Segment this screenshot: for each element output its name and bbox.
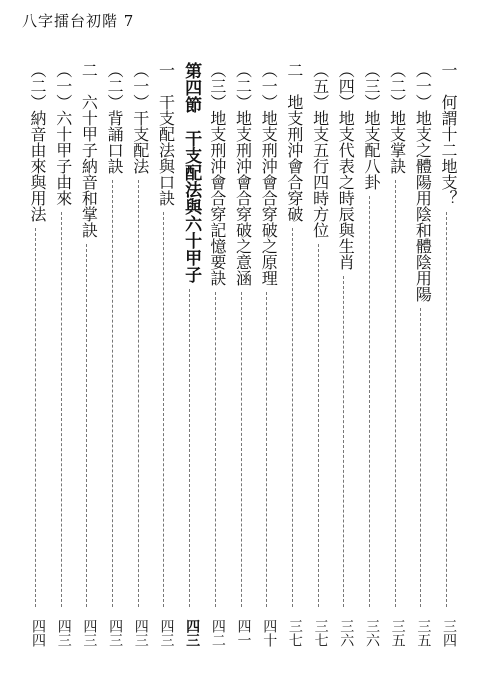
toc-entry[interactable]: [129, 62, 148, 647]
toc-entry-title: （二）納音由來與用法: [28, 62, 47, 222]
toc-entry-title: （一）六十甲子由來: [53, 62, 73, 206]
toc-entry[interactable]: [437, 62, 456, 647]
dotted-leader: [241, 292, 242, 607]
dotted-leader: [292, 228, 293, 607]
toc-entry[interactable]: [360, 62, 379, 647]
toc-entry[interactable]: [232, 62, 251, 647]
toc-entry-title: （一）地支之體陽用陰和體陰用陽: [413, 62, 433, 302]
toc-page-number: 三七: [312, 619, 329, 647]
toc-page-number: 三六: [338, 619, 355, 647]
toc-page-number: 三六: [363, 619, 380, 647]
dotted-leader: [86, 244, 87, 607]
page-header: 八字擂台初階 7: [22, 12, 135, 30]
dotted-leader: [138, 180, 139, 607]
dotted-leader: [266, 292, 267, 607]
toc-columns: [26, 62, 456, 647]
dotted-leader: [420, 308, 421, 607]
toc-page-number: 三五: [415, 619, 432, 647]
toc-page-number: 三七: [286, 619, 303, 647]
dotted-leader: [61, 212, 62, 607]
toc-entry-title: 第四節 干支配法與六十甲子: [181, 62, 202, 283]
toc-page-number: 三五: [389, 619, 406, 647]
toc-entry[interactable]: [154, 62, 176, 647]
toc-entry-title: （三）地支刑沖會合穿記憶要訣: [207, 62, 227, 286]
toc-page-number: 四三: [158, 619, 175, 647]
toc-page-number: 四三: [81, 619, 98, 647]
toc-entry-title: （二）地支刑沖會合穿破之意涵: [233, 62, 253, 286]
toc-page-number: 四三: [55, 619, 72, 647]
toc-page-number: 三四: [441, 619, 457, 647]
toc-page-number: 四一: [235, 619, 252, 647]
dotted-leader: [395, 180, 396, 607]
toc-entry-title: 二 地支刑沖會合穿破: [284, 62, 304, 222]
toc-entry-title: （四）地支代表之時辰與生肖: [336, 62, 356, 270]
toc-entry[interactable]: [26, 62, 45, 647]
toc-entry-title: 一 干支配法與口訣: [156, 62, 176, 206]
toc-entry-title: 二 六十甲子納音和掌訣: [79, 62, 99, 238]
toc-page-number: 四三: [132, 619, 149, 647]
dotted-leader: [189, 289, 190, 607]
dotted-leader: [369, 196, 370, 607]
toc-entry-title: 一 何謂十二地支？: [439, 62, 458, 206]
toc-entry[interactable]: [283, 62, 302, 647]
toc-entry[interactable]: [103, 62, 125, 647]
toc-page-number: 四四: [30, 619, 46, 647]
toc-entry[interactable]: [77, 62, 99, 647]
toc-entry[interactable]: [411, 62, 433, 647]
dotted-leader: [446, 212, 447, 607]
toc-page-number: 四二: [209, 619, 226, 647]
toc-page-number: 四十: [261, 619, 278, 647]
toc-entry-title: （二）地支掌訣: [387, 62, 407, 174]
toc-page-number: 四三: [184, 619, 201, 647]
toc-entry-title: （一）地支刑沖會合穿破之原理: [259, 62, 279, 286]
dotted-leader: [163, 212, 164, 607]
toc-entry-title: （五）地支五行四時方位: [310, 62, 330, 238]
toc-page-number: 四三: [107, 619, 124, 647]
toc-entry[interactable]: [386, 62, 405, 647]
dotted-leader: [343, 276, 344, 607]
toc-entry-title: （一）干支配法: [130, 62, 150, 174]
dotted-leader: [35, 228, 36, 607]
dotted-leader: [112, 180, 113, 607]
toc-entry[interactable]: [334, 62, 356, 647]
toc-entry[interactable]: [309, 62, 328, 647]
toc-entry-title: （三）地支配八卦: [361, 62, 381, 190]
toc-entry[interactable]: [206, 62, 225, 647]
toc-section-heading[interactable]: [180, 62, 202, 647]
toc-entry[interactable]: [257, 62, 279, 647]
toc-entry-title: （二）背誦口訣: [105, 62, 125, 174]
dotted-leader: [215, 292, 216, 607]
toc-entry[interactable]: [52, 62, 71, 647]
dotted-leader: [318, 244, 319, 607]
